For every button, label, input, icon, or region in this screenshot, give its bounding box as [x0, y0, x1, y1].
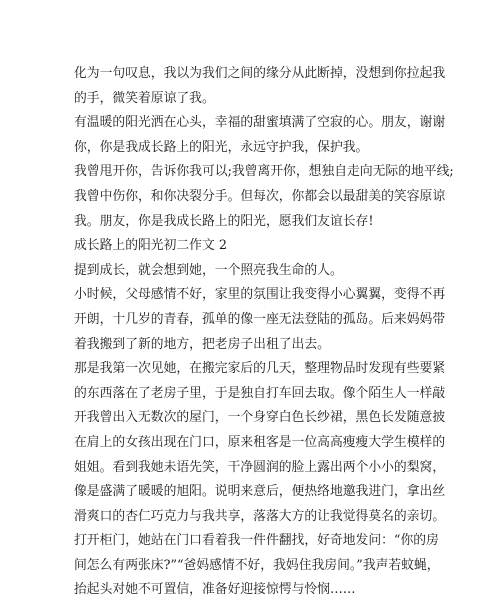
text-line: 提到成长，就会想到她，一个照亮我生命的人。 — [74, 262, 343, 278]
section-heading: 成长路上的阳光初二作文 2 — [74, 238, 227, 254]
text-line: 那是我第一次见她，在搬完家后的几天，整理物品时发现有些要紧 — [74, 361, 446, 377]
text-line: 开我曾出入无数次的屋门，一个身穿白色长纱裙，黑色长发随意披 — [74, 410, 446, 426]
text-line: 打开柜门，她站在门口看着我一件件翻找，好奇地发问：“你的房 — [74, 533, 439, 549]
text-line: 我曾甩开你，告诉你我可以;我曾离开你，想独自走向无际的地平线; — [74, 164, 454, 180]
text-line: 你，你是我成长路上的阳光，永远守护我，保护我。 — [74, 139, 369, 155]
text-line: 在肩上的女孩出现在门口，原来租客是一位高高瘦瘦大学生模样的 — [74, 434, 446, 450]
text-line: 的手，微笑着原谅了我。 — [74, 90, 215, 106]
text-line: 化为一句叹息，我以为我们之间的缘分从此断掉，没想到你拉起我 — [74, 66, 446, 81]
text-line: 像是盛满了暖暖的旭阳。说明来意后，便热络地邀我进门，拿出丝 — [74, 484, 446, 500]
text-line: 有温暖的阳光洒在心头，幸福的甜蜜填满了空寂的心。朋友，谢谢 — [74, 115, 446, 131]
text-line: 我曾中伤你，和你决裂分手。但每次，你都会以最甜美的笑容原谅 — [74, 188, 446, 204]
text-line: 抬起头对她不可置信，准备好迎接惊愕与怜悯…… — [74, 582, 356, 598]
text-line: 滑爽口的杏仁巧克力与我共享，落落大方的让我觉得莫名的亲切。 — [74, 508, 446, 524]
text-line: 开朗，十几岁的青春，孤单的像一座无法登陆的孤岛。后来妈妈带 — [74, 311, 446, 327]
text-line: 的东西落在了老房子里，于是独自打车回去取。像个陌生人一样敲 — [74, 385, 446, 401]
text-line: 姐姐。看到我她未语先笑，干净圆润的脸上露出两个小小的梨窝， — [74, 459, 446, 475]
document-body — [74, 62, 454, 603]
text-line: 着我搬到了新的地方，把老房子出租了出去。 — [74, 336, 330, 352]
text-line: 间怎么有两张床?”“爸妈感情不好，我妈住我房间。”我声若蚊蝇， — [74, 557, 440, 573]
text-line: 小时候，父母感情不好，家里的氛围让我变得小心翼翼，变得不再 — [74, 287, 446, 303]
text-line: 我。朋友，你是我成长路上的阳光，愿我们友谊长存! — [74, 213, 374, 229]
